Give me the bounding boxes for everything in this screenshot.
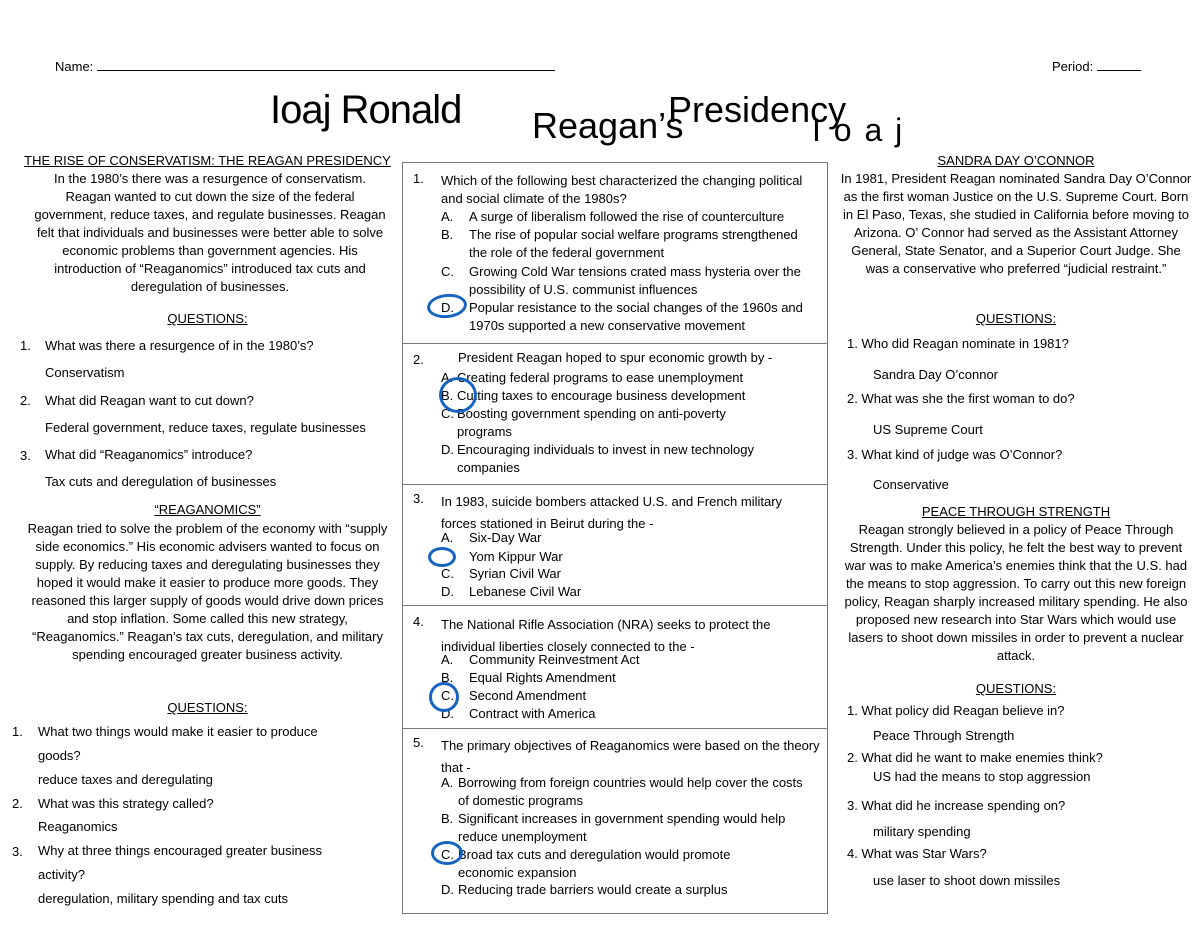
mc5-option-c[interactable]: C. Broad tax cuts and deregulation would promote economic expansion (441, 847, 731, 880)
left-questions-heading-1: QUESTIONS: (167, 311, 248, 326)
left-questions-heading-2: QUESTIONS: (167, 700, 248, 715)
right-paragraph-oconnor: In 1981, President Reagan nominated Sandra Day O’Connor as the first woman Justice on the U.S. Supreme Court. Born in El Paso, Texas, she studied in California before moving to Arizona. O’ Connor had served as the Assistant Attorney General, State Senator, and a Superior Court Judge. She was a conservative who preferred “judicial restraint.” (840, 171, 1192, 276)
mc4-option-d[interactable]: D. Contract with America (441, 706, 596, 721)
answer-circle-mark (439, 377, 477, 413)
mc5-number: 5. (413, 735, 424, 750)
mc1-number: 1. (413, 171, 424, 186)
mc4-option-c[interactable]: C. Second Amendment (441, 688, 587, 703)
left-q1-text: What was there a resurgence of in the 1980’s? (45, 338, 314, 353)
left-q3-text: What did “Reaganomics” introduce? (45, 447, 253, 462)
right-r4-answer: use laser to shoot down missiles (873, 873, 1061, 888)
mc3-option-b[interactable]: Yom Kippur War (469, 549, 563, 564)
left-r1-text: What two things would make it easier to produce (38, 724, 318, 739)
left-r3-text-cont: activity? (38, 867, 85, 882)
right-heading-peace: PEACE THROUGH STRENGTH (921, 504, 1111, 519)
mc4-number: 4. (413, 614, 424, 629)
left-q1-answer: Conservatism (45, 365, 125, 380)
title-presidency: Presidency (668, 89, 847, 130)
right-q3-text: 3. What kind of judge was O’Connor? (847, 447, 1063, 462)
handwritten-name: Ioaj Ronald (270, 88, 462, 132)
right-r1-answer: Peace Through Strength (873, 728, 1015, 743)
answer-circle-mark (431, 841, 463, 865)
left-q1-num: 1. (20, 338, 31, 353)
right-q3-answer: Conservative (873, 477, 949, 492)
left-heading-conservatism: THE RISE OF CONSERVATISM: THE REAGAN PRESIDENCY (24, 153, 391, 168)
right-r3-text: 3. What did he increase spending on? (847, 798, 1066, 813)
mc1-option-c[interactable]: C. Growing Cold War tensions crated mass hysteria over the possibility of U.S. communist influences (441, 264, 801, 297)
name-field[interactable] (55, 58, 555, 76)
mc3-option-a[interactable]: A. Six-Day War (441, 530, 542, 545)
left-paragraph-conservatism: In the 1980’s there was a resurgence of conservatism. Reagan wanted to cut down the size of the federal government, reduce taxes, and regulate businesses. Reagan felt that individuals and businesses were better able to solve economic problems than government agencies. His introduction of “Reaganomics” introduced tax cuts and deregulation of businesses. (34, 171, 386, 294)
left-r3-num: 3. (12, 844, 23, 859)
mc3-number: 3. (413, 491, 424, 506)
answer-circle-mark (428, 547, 456, 567)
right-q2-answer: US Supreme Court (873, 422, 983, 437)
right-r1-text: 1. What policy did Reagan believe in? (847, 703, 1065, 718)
left-q3-answer: Tax cuts and deregulation of businesses (45, 474, 277, 489)
left-r1-text-cont: goods? (38, 748, 81, 763)
left-q2-answer: Federal government, reduce taxes, regulate businesses (45, 420, 366, 435)
period-field[interactable] (1052, 58, 1141, 76)
right-q1-text: 1. Who did Reagan nominate in 1981? (847, 336, 1069, 351)
handwritten-initials: I o a j (812, 112, 905, 148)
mc3-stem: In 1983, suicide bombers attacked U.S. and French military forces stationed in Beirut during the - (441, 494, 783, 531)
left-r3-text: Why at three things encouraged greater business (38, 843, 323, 858)
left-q2-text: What did Reagan want to cut down? (45, 393, 254, 408)
mc3-option-c[interactable]: C. Syrian Civil War (441, 566, 561, 581)
mc1-option-a[interactable]: A. A surge of liberalism followed the rise of counterculture (441, 209, 785, 224)
right-questions-heading-1: QUESTIONS: (975, 311, 1057, 326)
right-paragraph-peace: Reagan strongly believed in a policy of Peace Through Strength. Under this policy, he felt the best way to prevent war was to make America’s enemies think that the U.S. had the means to stop aggression. To carry out this new foreign policy, Reagan sharply increased military spending. He also proposed new research into Star Wars which would use lasers to shoot down missiles in order to prevent a nuclear attack. (844, 522, 1188, 663)
left-r2-answer: Reaganomics (38, 819, 118, 834)
mc1-stem: Which of the following best characterized the changing political and social climate of the 1980s? (441, 173, 803, 206)
left-q2-num: 2. (20, 393, 31, 408)
mc2-option-d[interactable]: D. Encouraging individuals to invest in new technology companies (441, 442, 755, 475)
title-reagans: Reagan’s (532, 105, 684, 146)
mc2-option-a[interactable]: A. Creating federal programs to ease unemployment (441, 370, 744, 385)
mc1-option-b[interactable]: B. The rise of popular social welfare programs strengthened the role of the federal government (441, 227, 798, 260)
mc1-option-d[interactable]: D. Popular resistance to the social changes of the 1960s and 1970s supported a new conservative movement (441, 300, 803, 333)
right-heading-oconnor: SANDRA DAY O’CONNOR (937, 153, 1095, 168)
left-r2-text: What was this strategy called? (38, 796, 214, 811)
mc2-option-b[interactable]: B. Cutting taxes to encourage business development (441, 388, 746, 403)
left-q3-num: 3. (20, 448, 31, 463)
mc-question-2 (402, 343, 828, 485)
mc4-option-b[interactable]: B. Equal Rights Amendment (441, 670, 616, 685)
answer-circle-mark (429, 682, 459, 712)
left-r1-num: 1. (12, 724, 23, 739)
right-r2-text: 2. What did he want to make enemies think? (847, 750, 1103, 765)
right-r3-answer: military spending (873, 824, 971, 839)
mc5-stem: The primary objectives of Reaganomics were based on the theory that - (441, 738, 820, 775)
period-line[interactable] (1097, 70, 1141, 71)
period-label: Period: (1052, 59, 1094, 74)
right-q2-text: 2. What was she the first woman to do? (847, 391, 1075, 406)
mc3-option-d[interactable]: D. Lebanese Civil War (441, 584, 582, 599)
mc5-option-a[interactable]: A. Borrowing from foreign countries would help cover the costs of domestic programs (441, 775, 803, 808)
mc4-stem: The National Rifle Association (NRA) seeks to protect the individual liberties closely connected to the - (441, 617, 771, 654)
mc-question-1 (402, 162, 828, 344)
mc-question-5 (402, 728, 828, 914)
right-q1-answer: Sandra Day O’connor (873, 367, 999, 382)
left-paragraph-reaganomics: Reagan tried to solve the problem of the economy with “supply side economics.” His economic advisers wanted to focus on supply. By reducing taxes and deregulating businesses they hoped it would make it easier to produce more goods. They reasoned this larger supply of goods would drive down prices and stop inflation. Some called this new strategy, “Reaganomics.” Reagan’s tax cuts, deregulation, and military spending encouraged greater business activity. (27, 521, 388, 662)
name-line[interactable] (97, 70, 555, 71)
right-r2-answer: US had the means to stop aggression (873, 769, 1091, 784)
left-heading-reaganomics: “REAGANOMICS” (154, 502, 261, 517)
left-r1-answer: reduce taxes and deregulating (38, 772, 213, 787)
name-label: Name: (55, 59, 94, 74)
right-r4-text: 4. What was Star Wars? (847, 846, 987, 861)
mc2-option-c[interactable]: C. Boosting government spending on anti-poverty programs (441, 406, 726, 439)
left-r2-num: 2. (12, 796, 23, 811)
mc2-number: 2. (413, 352, 424, 367)
mc4-option-a[interactable]: A. Community Reinvestment Act (441, 652, 640, 667)
mc-question-4 (402, 605, 828, 729)
mc5-option-d[interactable]: D. Reducing trade barriers would create a surplus (441, 882, 728, 897)
mc2-stem: President Reagan hoped to spur economic growth by - (458, 350, 773, 365)
mc-question-3 (402, 484, 828, 606)
mc5-option-b[interactable]: B. Significant increases in government spending would help reduce unemployment (441, 811, 786, 844)
right-questions-heading-2: QUESTIONS: (975, 681, 1057, 696)
left-r3-answer: deregulation, military spending and tax cuts (38, 891, 289, 906)
